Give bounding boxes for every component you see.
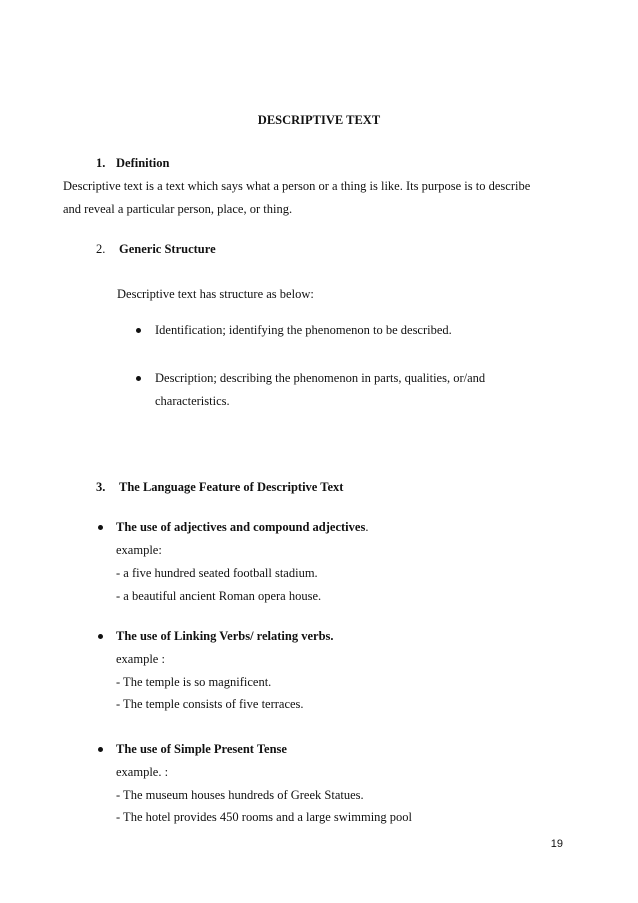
- feature-3-example-1: - The museum houses hundreds of Greek Statues.: [116, 788, 364, 802]
- section-1-heading: Definition: [116, 156, 170, 170]
- feature-3-title: The use of Simple Present Tense: [116, 742, 287, 756]
- section-3-number: 3.: [96, 480, 106, 494]
- section-2-heading: Generic Structure: [119, 242, 216, 256]
- bullet-icon: [136, 376, 141, 381]
- structure-bullet-2-cont: characteristics.: [155, 394, 230, 408]
- section-1-number: 1.: [96, 156, 106, 170]
- feature-1-example-label: example:: [116, 543, 162, 557]
- feature-2-example-label: example :: [116, 652, 165, 666]
- structure-bullet-2: Description; describing the phenomenon in parts, qualities, or/and: [155, 371, 486, 385]
- feature-2-title: The use of Linking Verbs/ relating verbs.: [116, 629, 334, 643]
- definition-line-1: Descriptive text is a text which says what a person or a thing is like. Its purpose is to describe: [63, 179, 531, 193]
- section-2-number: 2.: [96, 242, 106, 256]
- feature-2-example-2: - The temple consists of five terraces.: [116, 697, 304, 711]
- bullet-icon: [136, 328, 141, 333]
- section-3-heading: The Language Feature of Descriptive Text: [119, 480, 344, 494]
- structure-intro: Descriptive text has structure as below:: [117, 287, 314, 301]
- bullet-icon: [98, 634, 103, 639]
- feature-2-example-1: - The temple is so magnificent.: [116, 675, 272, 689]
- structure-bullet-1: Identification; identifying the phenomenon to be described.: [155, 323, 452, 337]
- feature-1-example-1: - a five hundred seated football stadium.: [116, 566, 318, 580]
- bullet-icon: [98, 747, 103, 752]
- bullet-icon: [98, 525, 103, 530]
- feature-1-example-2: - a beautiful ancient Roman opera house.: [116, 589, 322, 603]
- page-number: 19: [550, 838, 563, 850]
- feature-3-example-2: - The hotel provides 450 rooms and a large swimming pool: [116, 810, 413, 824]
- feature-3-example-label: example. :: [116, 765, 169, 779]
- definition-line-2: and reveal a particular person, place, or thing.: [63, 202, 293, 216]
- feature-1-title: The use of adjectives and compound adjectives.: [116, 520, 369, 534]
- page-title: DESCRIPTIVE TEXT: [257, 113, 381, 127]
